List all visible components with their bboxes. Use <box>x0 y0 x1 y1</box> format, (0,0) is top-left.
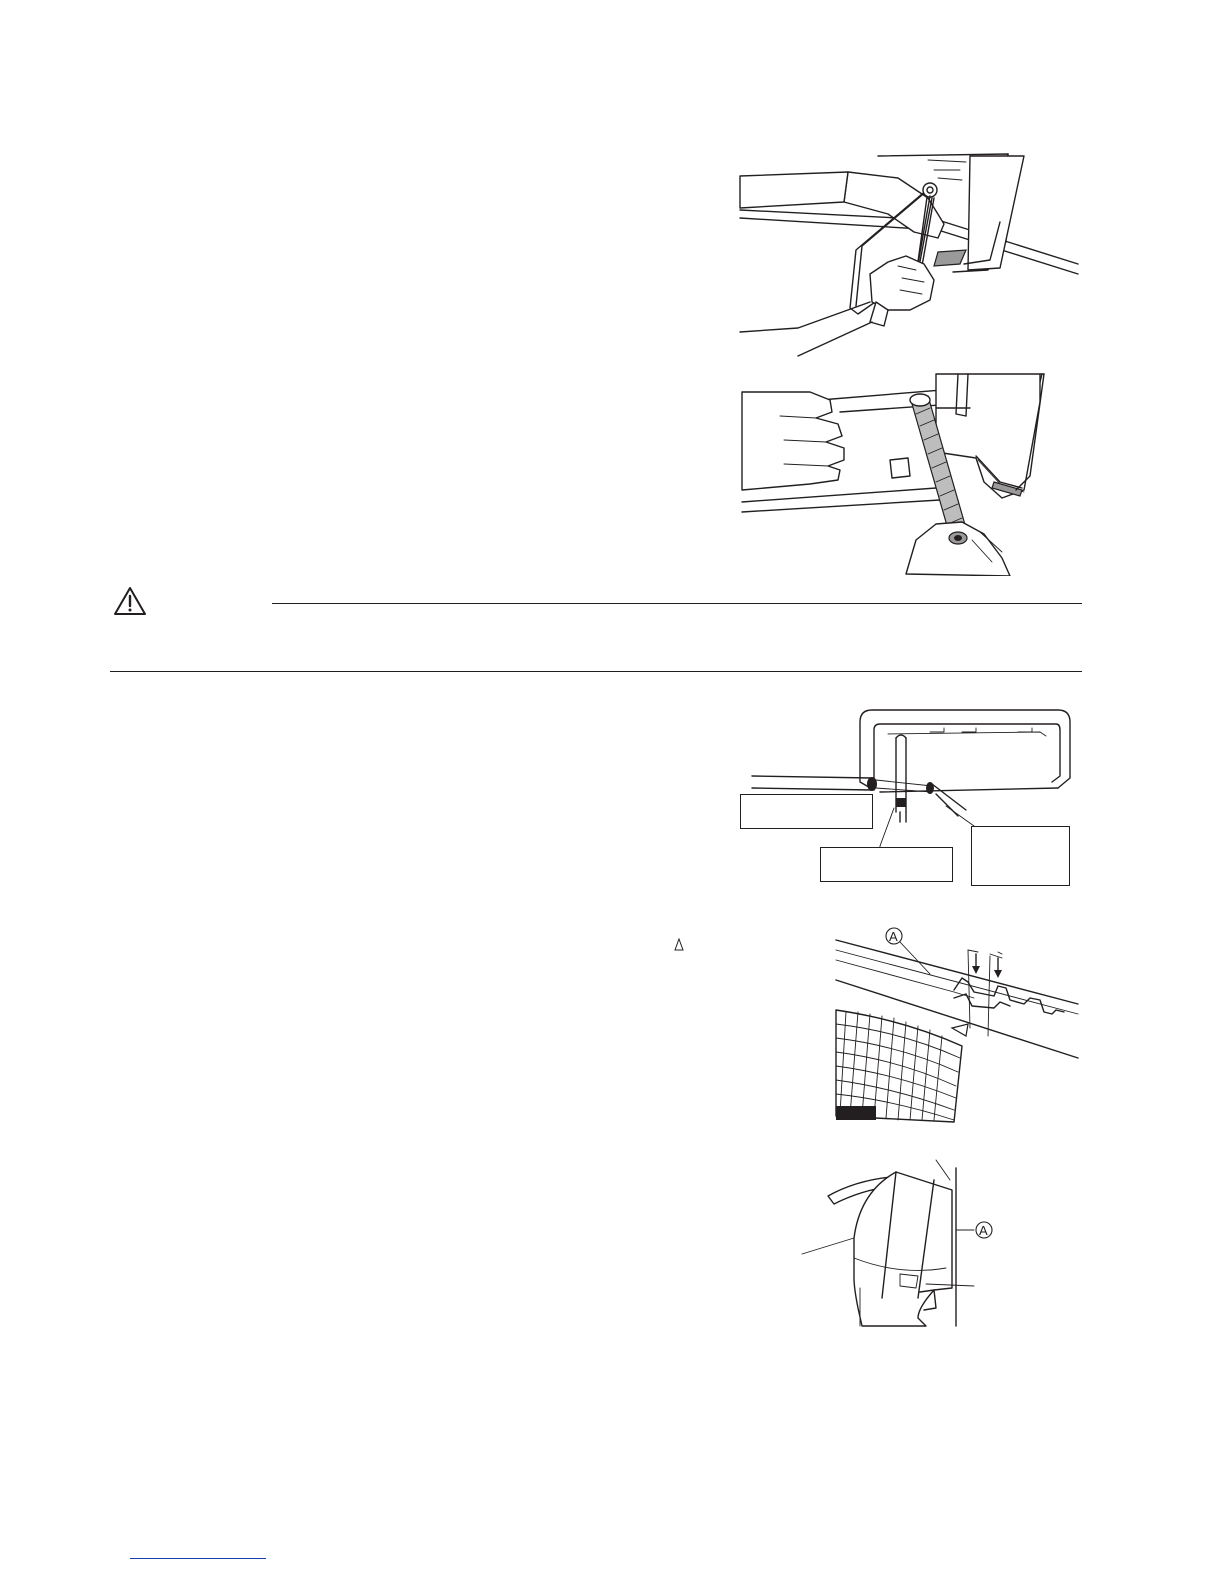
piping-label-right <box>971 826 1070 886</box>
grille-marker-label: A <box>889 929 898 944</box>
figure-hacksaw <box>738 152 1080 360</box>
figure-side <box>800 1158 1002 1330</box>
file-illustration-icon <box>740 372 1076 576</box>
caution-bottom-rule <box>110 671 1082 672</box>
warning-triangle-icon <box>113 586 147 616</box>
side-marker-label: A <box>979 1223 988 1238</box>
figure-file <box>740 372 1076 576</box>
figure-grille <box>834 920 1080 1124</box>
footer-link[interactable] <box>130 1558 266 1559</box>
small-triangle-marker <box>674 938 684 951</box>
triangle-marker-icon <box>674 938 684 951</box>
piping-label-center <box>820 847 953 882</box>
grille-mesh <box>836 1010 962 1122</box>
grille-illustration-icon <box>834 920 1080 1124</box>
caution-icon-wrapper <box>113 586 147 616</box>
piping-label-left <box>740 794 873 829</box>
hacksaw-illustration-icon <box>738 152 1080 360</box>
caution-top-rule <box>272 603 1082 604</box>
side-cover-illustration-icon <box>800 1158 1002 1330</box>
